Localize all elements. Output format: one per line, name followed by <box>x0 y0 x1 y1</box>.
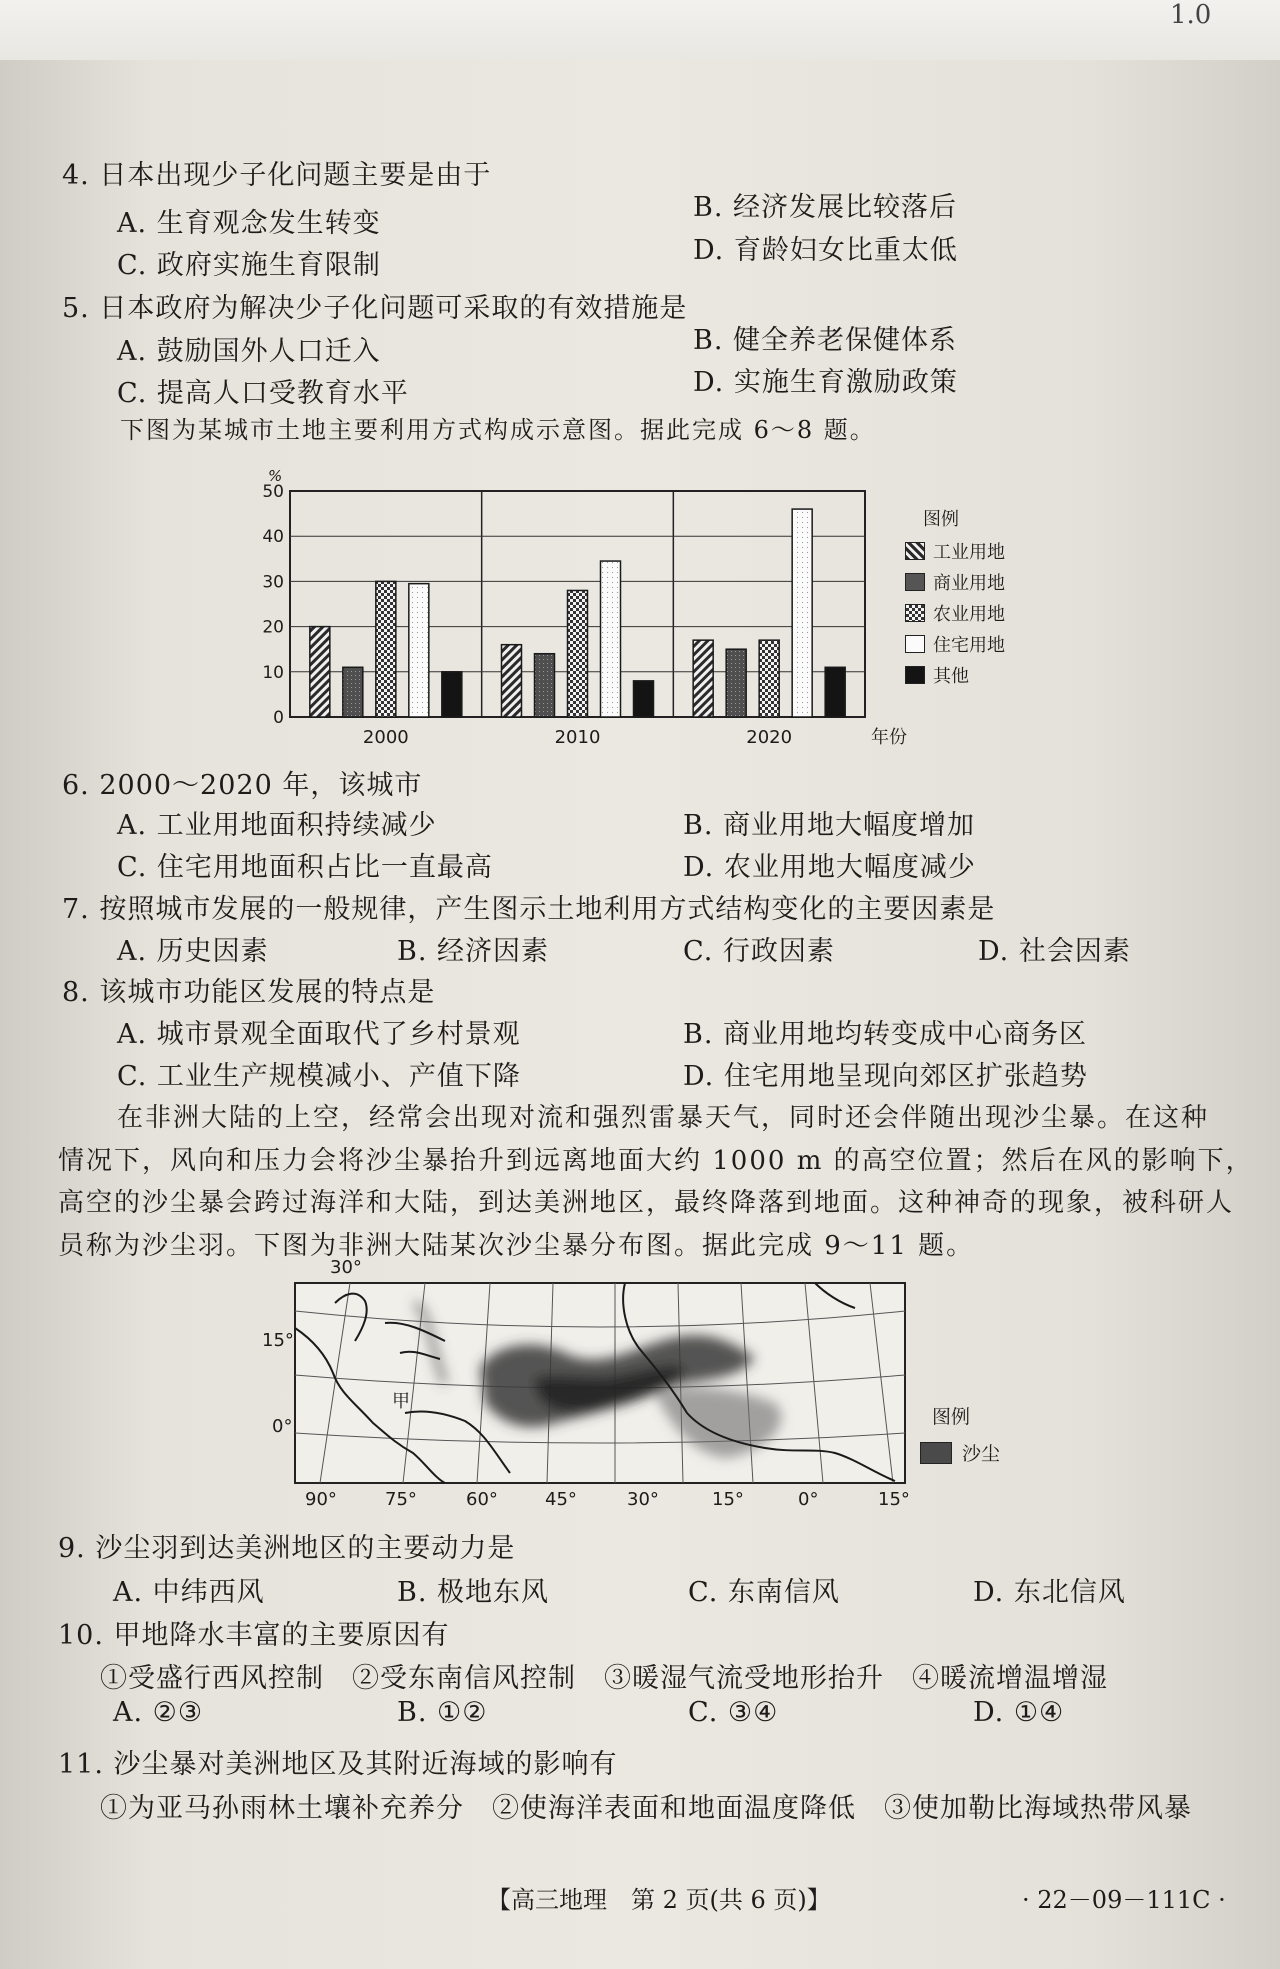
q5-option-b: B. 健全养老保健体系 <box>693 325 958 356</box>
map-legend <box>920 1402 1000 1466</box>
map-legend-dust-label: 沙尘 <box>962 1443 1001 1465</box>
x-tick-label: 2000 <box>362 727 409 748</box>
bar-工业用地-2000 <box>310 627 330 717</box>
y-tick-label: 20 <box>262 617 284 638</box>
map-place-jia: 甲 <box>392 1391 410 1412</box>
y-tick-label: 50 <box>262 482 284 502</box>
map-lat-label-0: 0° <box>272 1416 293 1437</box>
x-axis-label: 年份 <box>871 727 907 748</box>
top-paper-edge <box>0 0 1280 60</box>
q9-option-c: C. 东南信风 <box>688 1577 840 1608</box>
passage-line-3: 高空的沙尘暴会跨过海洋和大陆，到达美洲地区，最终降落到地面。这种神奇的现象，被科研人 <box>58 1188 1235 1218</box>
legend-item <box>905 659 1005 690</box>
bar-其他-2010 <box>634 681 654 717</box>
q4-option-b: B. 经济发展比较落后 <box>693 192 958 223</box>
q8-stem: 8. 该城市功能区发展的特点是 <box>62 977 436 1008</box>
q10-option-a: A. ②③ <box>113 1697 204 1728</box>
q7-option-d: D. 社会因素 <box>978 936 1131 967</box>
legend-item <box>905 628 1005 659</box>
q7-stem: 7. 按照城市发展的一般规律，产生图示土地利用方式结构变化的主要因素是 <box>62 894 996 925</box>
q10-stem: 10. 甲地降水丰富的主要原因有 <box>58 1620 450 1651</box>
q6-option-c: C. 住宅用地面积占比一直最高 <box>117 852 493 883</box>
legend-label: 工业用地 <box>933 541 1005 563</box>
y-tick-label: 30 <box>262 572 284 593</box>
q9-option-b: B. 极地东风 <box>397 1577 550 1608</box>
map-legend-title: 图例 <box>932 1406 971 1428</box>
chart-legend <box>905 505 1005 690</box>
y-tick-label: 0 <box>273 708 284 728</box>
map-lon-label-60: 60° <box>466 1489 498 1510</box>
bar-工业用地-2010 <box>502 645 522 717</box>
q8-option-d: D. 住宅用地呈现向郊区扩张趋势 <box>683 1061 1088 1092</box>
passage-line-1: 在非洲大陆的上空，经常会出现对流和强烈雷暴天气，同时还会伴随出现沙尘暴。在这种 <box>117 1103 1210 1133</box>
chart-intro: 下图为某城市土地主要利用方式构成示意图。据此完成 6～8 题。 <box>120 416 876 444</box>
q4-option-c: C. 政府实施生育限制 <box>117 250 381 281</box>
q9-stem: 9. 沙尘羽到达美洲地区的主要动力是 <box>58 1533 516 1564</box>
map-lon-label-0: 0° <box>798 1489 819 1510</box>
map-lon-label-30: 30° <box>627 1489 659 1510</box>
q5-stem: 5. 日本政府为解决少子化问题可采取的有效措施是 <box>62 293 688 324</box>
legend-swatch <box>905 604 925 622</box>
africa-dust-map <box>295 1283 905 1483</box>
legend-label: 农业用地 <box>933 603 1005 625</box>
bar-住宅用地-2000 <box>409 584 429 717</box>
q8-option-b: B. 商业用地均转变成中心商务区 <box>683 1019 1088 1050</box>
q7-option-c: C. 行政因素 <box>683 936 835 967</box>
q10-option-b: B. ①② <box>397 1697 488 1728</box>
map-lon-label-15w: 15° <box>712 1489 744 1510</box>
y-tick-label: 10 <box>262 662 284 683</box>
dust-swatch <box>920 1442 952 1464</box>
land-use-bar-chart <box>255 455 907 755</box>
bar-住宅用地-2010 <box>601 561 621 717</box>
q5-option-d: D. 实施生育激励政策 <box>693 367 958 398</box>
chart-legend-title: 图例 <box>923 509 959 530</box>
legend-item <box>905 535 1005 566</box>
bar-住宅用地-2020 <box>792 509 812 717</box>
map-lon-label-45: 45° <box>545 1489 577 1510</box>
chart-bars <box>310 509 845 717</box>
map-legend-dust <box>920 1439 1000 1466</box>
legend-item <box>905 597 1005 628</box>
q5-option-a: A. 鼓励国外人口迁入 <box>117 336 381 367</box>
page-code: · 22－09－111C · <box>1022 1886 1226 1914</box>
legend-label: 商业用地 <box>933 572 1005 594</box>
passage-line-2: 情况下，风向和压力会将沙尘暴抬升到远离地面大约 1000 m 的高空位置；然后在风的影响下， <box>58 1146 1254 1176</box>
q4-option-a: A. 生育观念发生转变 <box>117 208 381 239</box>
bar-商业用地-2020 <box>726 649 746 717</box>
y-axis-unit: % <box>268 467 283 485</box>
q11-statements: ①为亚马孙雨林土壤补充养分 ②使海洋表面和地面温度降低 ③使加勒比海域热带风暴 <box>100 1793 1192 1824</box>
bar-商业用地-2000 <box>343 667 363 717</box>
bar-其他-2000 <box>442 672 462 717</box>
q6-option-b: B. 商业用地大幅度增加 <box>683 810 976 841</box>
legend-item <box>905 566 1005 597</box>
map-lat-label-15: 15° <box>262 1330 294 1351</box>
q8-option-c: C. 工业生产规模减小、产值下降 <box>117 1061 521 1092</box>
q6-option-d: D. 农业用地大幅度减少 <box>683 852 976 883</box>
bar-商业用地-2010 <box>535 654 555 717</box>
map-lon-label-90: 90° <box>305 1489 337 1510</box>
q9-option-a: A. 中纬西风 <box>113 1577 265 1608</box>
bar-农业用地-2010 <box>568 590 588 717</box>
corner-handwriting: 1.0 <box>1170 0 1212 30</box>
legend-label: 其他 <box>933 665 969 687</box>
bar-农业用地-2020 <box>759 640 779 717</box>
y-tick-label: 40 <box>262 527 284 548</box>
q8-option-a: A. 城市景观全面取代了乡村景观 <box>117 1019 521 1050</box>
map-lon-label-75: 75° <box>385 1489 417 1510</box>
bar-工业用地-2020 <box>693 640 713 717</box>
q5-option-c: C. 提高人口受教育水平 <box>117 378 409 409</box>
map-lon-label-15e: 15° <box>878 1489 910 1510</box>
legend-swatch <box>905 542 925 560</box>
page-footer: 【高三地理 第 2 页(共 6 页)】 <box>487 1886 831 1914</box>
legend-swatch <box>905 573 925 591</box>
q6-option-a: A. 工业用地面积持续减少 <box>117 810 437 841</box>
map-lat-label-30: 30° <box>330 1257 362 1278</box>
x-tick-label: 2010 <box>554 727 601 748</box>
bar-农业用地-2000 <box>376 581 396 717</box>
legend-swatch <box>905 635 925 653</box>
q10-statements: ①受盛行西风控制 ②受东南信风控制 ③暖湿气流受地形抬升 ④暖流增温增湿 <box>100 1663 1108 1694</box>
q4-stem: 4. 日本出现少子化问题主要是由于 <box>62 160 492 191</box>
q7-option-a: A. 历史因素 <box>117 936 269 967</box>
q6-stem: 6. 2000～2020 年，该城市 <box>62 770 423 801</box>
legend-label: 住宅用地 <box>933 634 1005 656</box>
bar-其他-2020 <box>825 667 845 717</box>
q10-option-c: C. ③④ <box>688 1697 779 1728</box>
q4-option-d: D. 育龄妇女比重太低 <box>693 235 958 266</box>
q7-option-b: B. 经济因素 <box>397 936 550 967</box>
q11-stem: 11. 沙尘暴对美洲地区及其附近海域的影响有 <box>58 1749 618 1780</box>
x-tick-label: 2020 <box>746 727 793 748</box>
passage-line-4: 员称为沙尘羽。下图为非洲大陆某次沙尘暴分布图。据此完成 9～11 题。 <box>58 1231 975 1261</box>
q10-option-d: D. ①④ <box>973 1697 1065 1728</box>
legend-swatch <box>905 666 925 684</box>
q9-option-d: D. 东北信风 <box>973 1577 1126 1608</box>
